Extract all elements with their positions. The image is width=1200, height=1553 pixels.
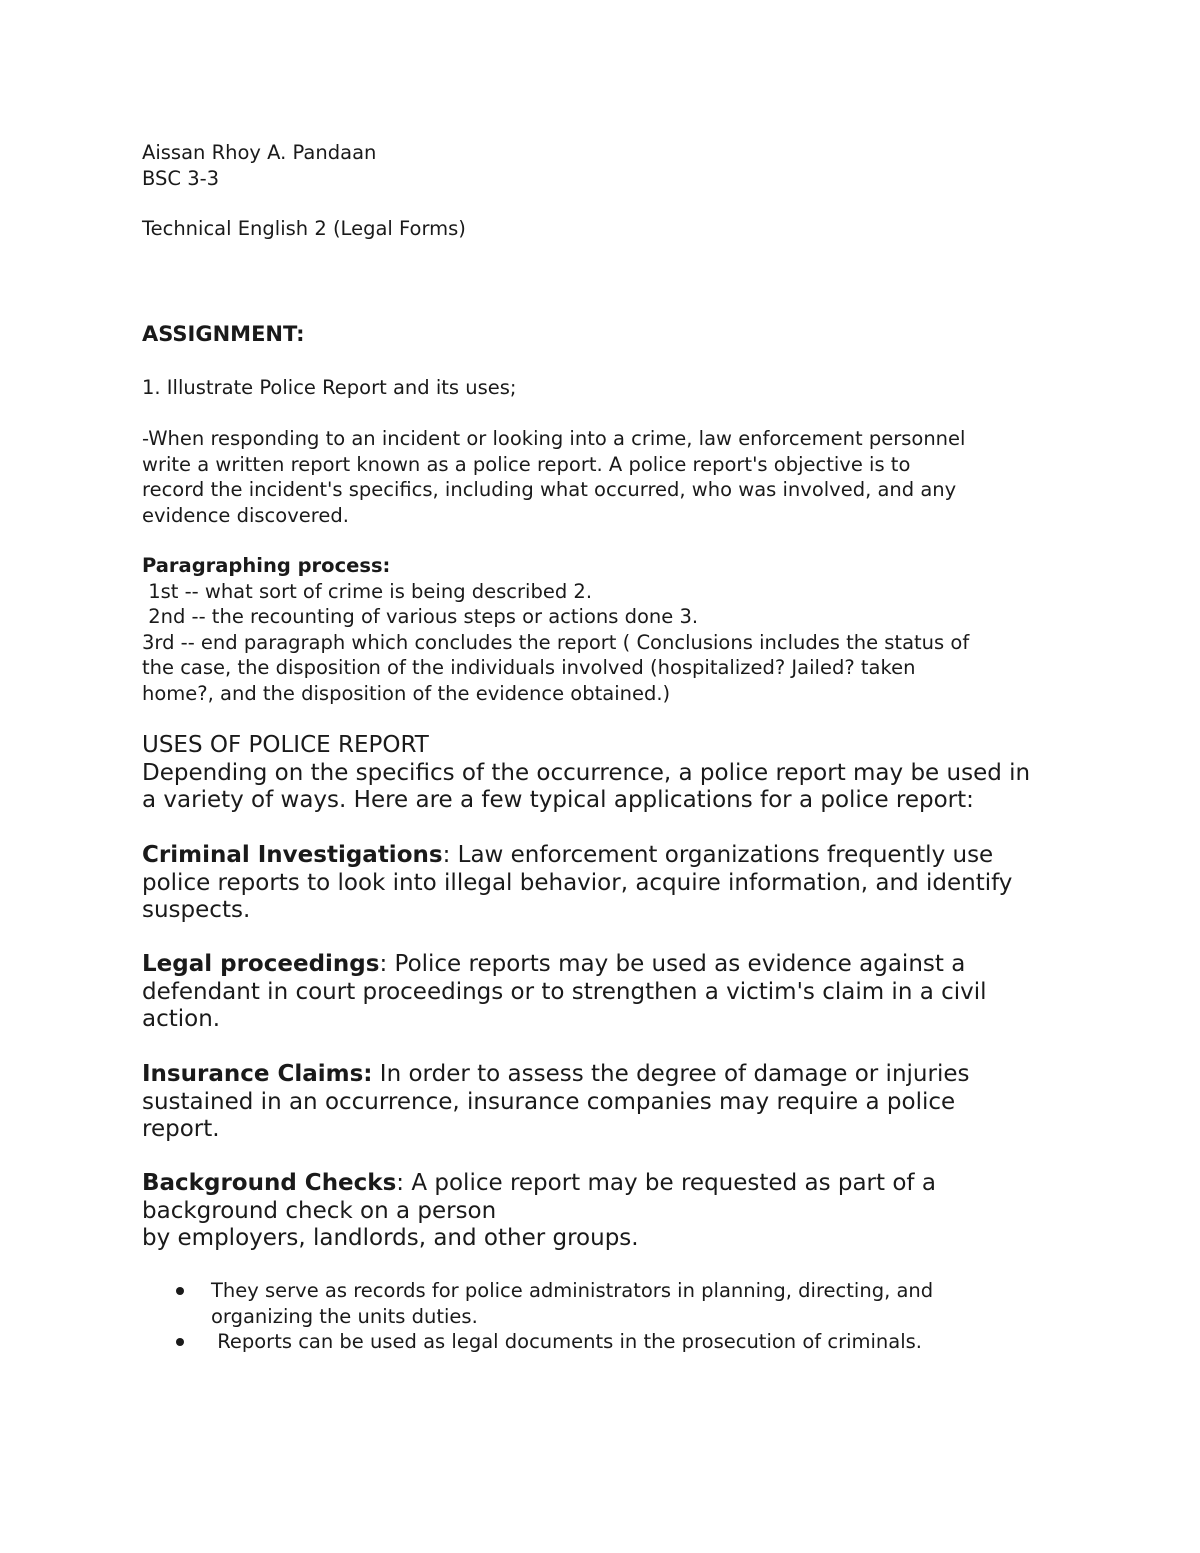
student-section: BSC 3-3	[142, 166, 220, 190]
definition-line: record the incident's specifics, including what occurred, who was involved, and any	[142, 478, 957, 501]
paragraphing-block	[142, 553, 969, 706]
use-line: defendant in court proceedings or to strengthen a victim's claim in a civil	[142, 978, 987, 1005]
use-line: background check on a person	[142, 1197, 497, 1224]
paragraphing-line: 3rd -- end paragraph which concludes the report ( Conclusions includes the status of	[142, 630, 970, 654]
use-line: action.	[142, 1006, 221, 1032]
use-insurance-claims: Insurance Claims: In order to assess the degree of damage or injuries sustained in an occurrence, insurance companies may require a police report.	[142, 1061, 970, 1142]
course-title: Technical English 2 (Legal Forms)	[142, 217, 466, 240]
use-term: Background Checks	[142, 1170, 397, 1196]
use-line: report.	[142, 1116, 220, 1142]
uses-block	[142, 732, 1030, 815]
uses-title: USES OF POLICE REPORT	[142, 732, 429, 758]
paragraphing-heading: Paragraphing process:	[142, 554, 391, 577]
uses-intro-line: Depending on the specifics of the occurrence, a police report may be used in	[142, 759, 1031, 786]
definition-line: write a written report known as a police report. A police report's objective is to	[142, 452, 911, 476]
assignment-heading: ASSIGNMENT:	[142, 322, 305, 346]
bullet-list	[172, 1278, 1052, 1355]
bullet-icon	[176, 1338, 184, 1346]
definition-line: -When responding to an incident or looking into a crime, law enforcement personnel	[142, 427, 966, 450]
use-legal-proceedings: Legal proceedings: Police reports may be used as evidence against a defendant in court proceedings or to strengthen a victim's claim in a civil action.	[142, 951, 987, 1032]
use-line: sustained in an occurrence, insurance companies may require a police	[142, 1088, 956, 1115]
use-line: by employers, landlords, and other groups.	[142, 1225, 639, 1251]
use-background-checks: Background Checks: A police report may be requested as part of a background check on a person by employers, landlords, and other groups.	[142, 1170, 936, 1251]
use-term: Criminal Investigations	[142, 842, 443, 868]
use-criminal-investigations: Criminal Investigations: Law enforcement organizations frequently use police reports to look into illegal behavior, acquire information, and identify suspects.	[142, 842, 1013, 923]
uses-intro-line: a variety of ways. Here are a few typical applications for a police report:	[142, 787, 974, 813]
paragraphing-line: the case, the disposition of the individuals involved (hospitalized? Jailed? taken	[142, 656, 916, 679]
paragraphing-line: 1st -- what sort of crime is being described 2.	[142, 579, 593, 603]
paragraphing-line: 2nd -- the recounting of various steps or actions done 3.	[142, 605, 699, 628]
list-item: Reports can be used as legal documents in the prosecution of criminals.	[172, 1329, 1052, 1355]
assignment-question: 1. Illustrate Police Report and its uses;	[142, 376, 517, 399]
use-term: Insurance Claims:	[142, 1061, 373, 1087]
use-term: Legal proceedings	[142, 951, 380, 977]
list-item: They serve as records for police administrators in planning, directing, and organizing the units duties.	[172, 1278, 1052, 1329]
definition-line: evidence discovered.	[142, 503, 349, 527]
use-line: suspects.	[142, 897, 251, 923]
use-line: police reports to look into illegal behavior, acquire information, and identify	[142, 869, 1013, 896]
header-block	[142, 140, 376, 191]
bullet-icon	[176, 1287, 184, 1295]
paragraphing-line: home?, and the disposition of the evidence obtained.)	[142, 681, 671, 705]
definition-paragraph	[142, 426, 965, 528]
student-name: Aissan Rhoy A. Pandaan	[142, 141, 377, 164]
